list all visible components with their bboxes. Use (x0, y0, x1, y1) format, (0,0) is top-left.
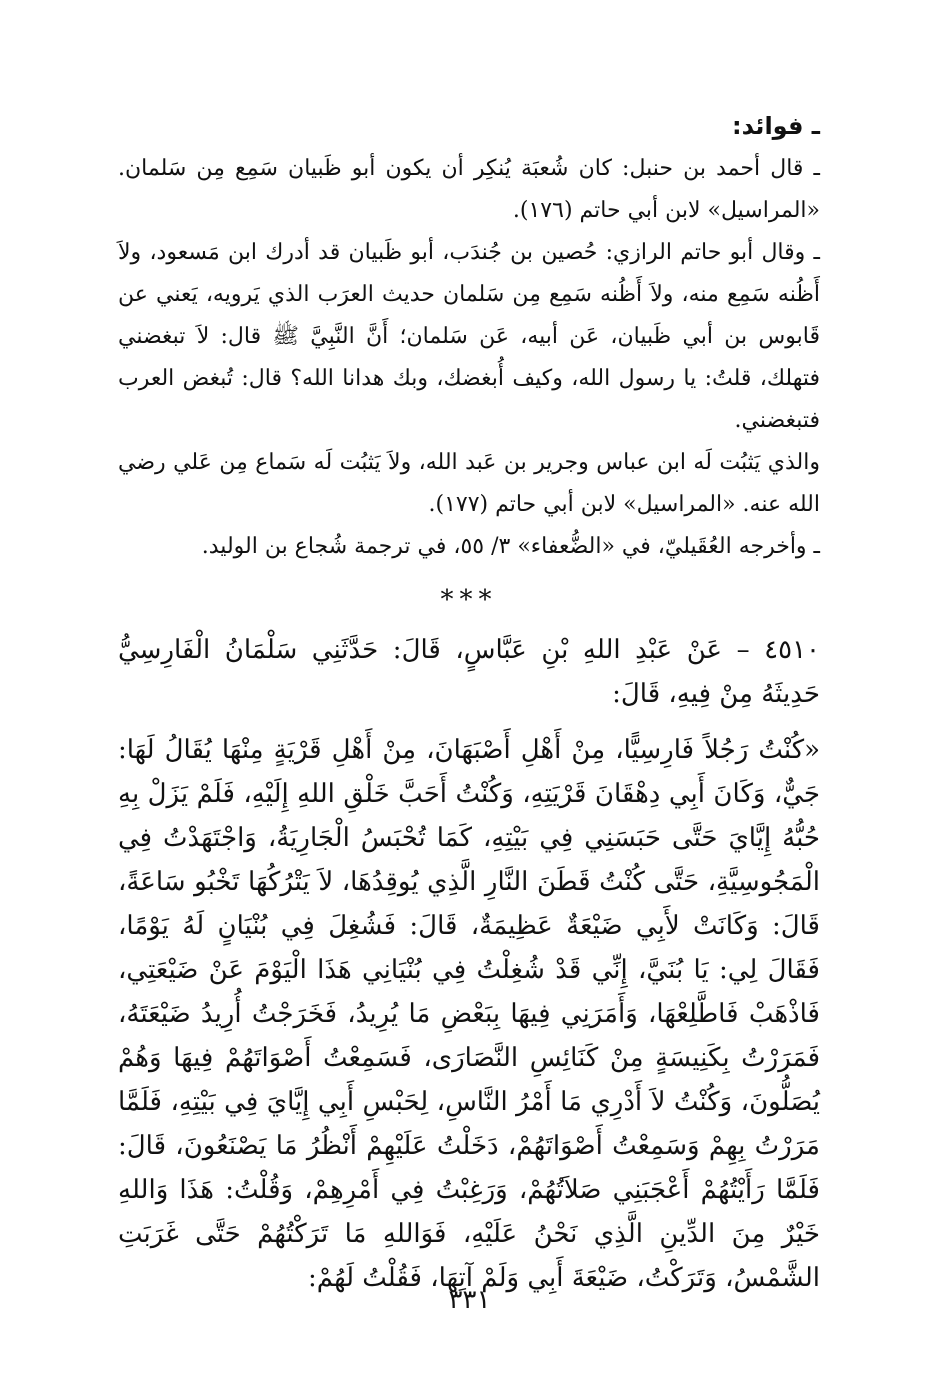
note-ahmad: ـ قال أحمد بن حنبل: كان شُعبَة يُنكِر أن يكون أبو ظَبيان سَمِع مِن سَلمان. «المراسيل» لابن أبي حاتم (١٧٦). (118, 156, 820, 223)
note-uqayli: ـ وأخرجه العُقَيليّ، في «الضُّعفاء» ٣/ ٥٥، في ترجمة شُجاع بن الوليد. (201, 534, 820, 559)
section-separator: *** (440, 585, 498, 615)
note-sama: والذي يَثبُت لَه ابن عباس وجرير بن عَبد الله، ولاَ يَثبُت لَه سَماع مِن عَلي رضي الله عنه. «المراسيل» لابن أبي حاتم (١٧٧). (118, 450, 820, 517)
page-body (118, 104, 820, 1300)
hadith-intro: ٤٥١٠ – عَنْ عَبْدِ اللهِ بْنِ عَبَّاسٍ، قَالَ: حَدَّثَنِي سَلْمَانُ الْفَارِسِيُّ حَدِيثَهُ مِنْ فِيهِ، قَالَ: (118, 635, 820, 709)
notes-section (118, 148, 820, 568)
hadith-text: «كُنْتُ رَجُلاً فَارِسِيًّا، مِنْ أَهْلِ أَصْبَهَانَ، مِنْ أَهْلِ قَرْيَةٍ مِنْهَا يُقَالُ لَهَا: جَيٌّ، وَكَانَ أَبِي دِهْقَانَ قَرْيَتِهِ، وَكُنْتُ أَحَبَّ خَلْقِ اللهِ إِلَيْهِ، فَلَمْ يَزَلْ بِهِ حُبُّهُ إِيَّايَ حَتَّى حَبَسَنِي فِي بَيْتِهِ، كَمَا تُحْبَسُ الْجَارِيَةُ، وَاجْتَهَدْتُ فِي الْمَجُوسِيَّةِ، حَتَّى كُنْتُ قَطَنَ النَّارِ الَّذِي يُوقِدُهَا، لاَ يَتْرُكُهَا تَخْبُو سَاعَةً، قَالَ: وَكَانَتْ لأَبِي ضَيْعَةٌ عَظِيمَةٌ، قَالَ: فَشُغِلَ فِي بُنْيَانٍ لَهُ يَوْمًا، فَقَالَ لِي: يَا بُنَيَّ، إِنِّي قَدْ شُغِلْتُ فِي بُنْيَانِي هَذَا الْيَوْمَ عَنْ ضَيْعَتِي، فَاذْهَبْ فَاطَّلِعْهَا، وَأَمَرَنِي فِيهَا بِبَعْضِ مَا يُرِيدُ، فَخَرَجْتُ أُرِيدُ ضَيْعَتَهُ، فَمَرَرْتُ بِكَنِيسَةٍ مِنْ كَنَائِسِ النَّصَارَى، فَسَمِعْتُ أَصْوَاتَهُمْ فِيهَا وَهُمْ يُصَلُّونَ، وَكُنْتُ لاَ أَدْرِي مَا أَمْرُ النَّاسِ، لِحَبْسِ أَبِي إِيَّايَ فِي بَيْتِهِ، فَلَمَّا مَرَرْتُ بِهِمْ وَسَمِعْتُ أَصْوَاتَهُمْ، دَخَلْتُ عَلَيْهِمْ أَنْظُرُ مَا يَصْنَعُونَ، قَالَ: فَلَمَّا رَأَيْتُهُمْ أَعْجَبَنِي صَلاَتُهُمْ، وَرَغِبْتُ فِي أَمْرِهِمْ، وَقُلْتُ: هَذَا وَاللهِ خَيْرٌ مِنَ الدِّينِ الَّذِي نَحْنُ عَلَيْهِ، فَوَاللهِ مَا تَرَكْتُهُمْ حَتَّى غَرَبَتِ الشَّمْسُ، وَتَرَكْتُ، ضَيْعَةَ أَبِي وَلَمْ آتِهَا، فَقُلْتُ لَهُمْ: (118, 735, 820, 1293)
page-number: ٣٣١ (448, 1285, 491, 1315)
note-abu-hatim: ـ وقال أبو حاتم الرازي: حُصين بن جُندَب، أبو ظَبيان قد أدرك ابن مَسعود، ولاَ أَظُنه سَمِع منه، ولاَ أَظُنه سَمِع مِن سَلمان حديث العرَب الذي يَرويه، يَعني عن قَابوس بن أبي ظَبيان، عَن أبيه، عَن سَلمان؛ أَنَّ النَّبِيَّ ﷺ قال: لاَ تبغضني فتهلك، قلتُ: يا رسول الله، وكيف أُبغضك، وبك هدانا الله؟ قال: تُبغض العرب فتبغضني. (118, 240, 820, 433)
section-heading: ـ فوائد: (731, 112, 820, 140)
